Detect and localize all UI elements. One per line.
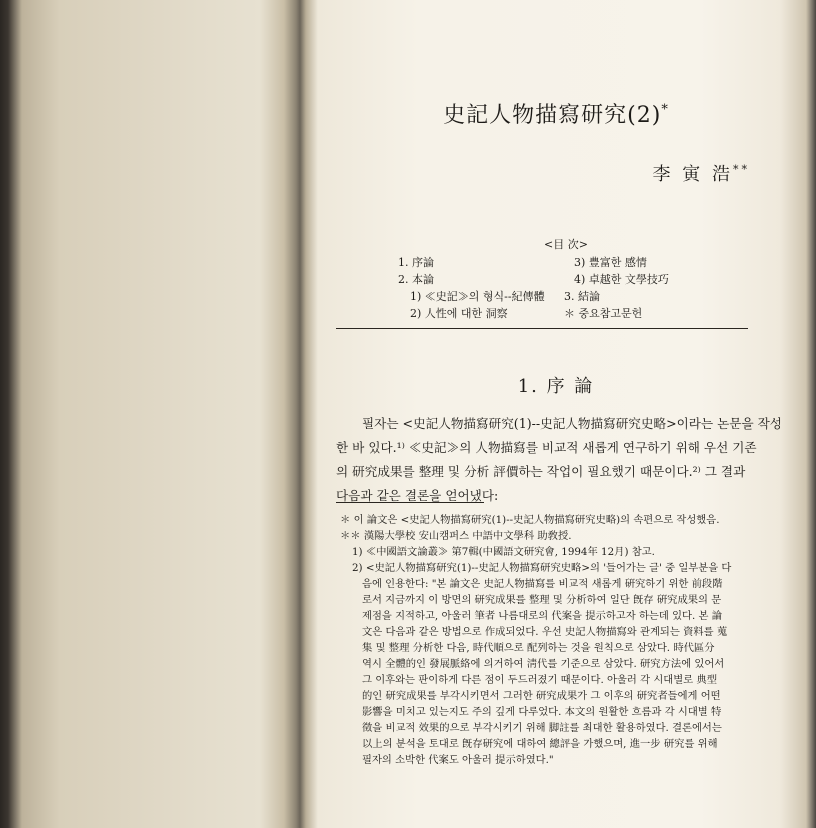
toc-item: ＊ 중요참고문헌 xyxy=(564,307,643,320)
footnote-line: 以上의 분석을 토대로 旣存研究에 대하여 總評을 가했으며, 進一步 研究를 위해 xyxy=(362,738,718,750)
toc-heading: <目 次> xyxy=(544,238,588,251)
toc-item: 1. 序論 xyxy=(398,256,434,269)
footnote-line: 的인 研究成果를 부각시키면서 그러한 研究成果가 그 이후의 研究者들에게 어떤 xyxy=(362,690,721,702)
footnote-line: 集 및 整理 分析한 다음, 時代順으로 配列하는 것을 원칙으로 삼았다. 時代區分 xyxy=(362,642,715,654)
footnote-line: 文은 다음과 같은 방법으로 作成되었다. 우선 史記人物描寫와 관계되는 資料를 蒐 xyxy=(362,626,728,638)
author-text: 李 寅 浩 xyxy=(652,164,733,185)
footnote-line: 음에 인용한다: "본 論文은 史記人物描寫를 비교적 새롭게 硏究하기 위한 前段階 xyxy=(362,578,723,590)
footnote-line: 필자의 소박한 代案도 아울러 提示하였다." xyxy=(362,754,554,766)
footnote-line: ＊＊ 漢陽大學校 安山캠퍼스 中語中文學科 助敎授. xyxy=(340,530,572,542)
right-page xyxy=(306,0,806,828)
section-heading: 1. 序 論 xyxy=(517,376,595,397)
body-line: 의 研究成果를 整理 및 分析 評價하는 작업이 필요했기 때문이다.²⁾ 그 결과 xyxy=(336,464,746,479)
footnote-line: 제점을 지적하고, 아울러 筆者 나름대로의 代案을 提示하고자 하는데 있다. 본 論 xyxy=(362,610,723,622)
toc-right-column xyxy=(564,254,669,322)
footnote-line: ＊ 이 論文은 <史記人物描寫研究(1)--史記人物描寫研究史略)의 속편으로 작성했음. xyxy=(340,514,720,526)
footnote-line: 1) ≪中國語文論叢≫ 第7輯(中國語文研究會, 1994年 12月) 참고. xyxy=(352,546,655,558)
footnote-line: 역시 全體的인 發展脈絡에 의거하여 淸代를 기준으로 삼았다. 研究方法에 있어서 xyxy=(362,658,725,670)
toc-item: 4) 卓越한 文學技巧 xyxy=(574,273,669,286)
body-line: 한 바 있다.¹⁾ ≪史記≫의 人物描寫를 비교적 새롭게 연구하기 위해 우선 기존 xyxy=(336,440,757,455)
footnote-line: 로서 지금까지 이 방면의 研究成果를 整理 및 分析하여 일단 旣存 硏究成果의 문 xyxy=(362,594,722,606)
left-page-show-through xyxy=(0,0,300,828)
body-line: 필자는 <史記人物描寫研究(1)--史記人物描寫研究史略>이라는 논문을 작성 xyxy=(362,416,782,431)
toc-item: 2. 本論 xyxy=(398,273,434,286)
title-footnote-mark: * xyxy=(661,102,669,118)
footnote-line: 2) <史記人物描寫研究(1)--史記人物描寫研究史略>의 '들어가는 글' 중 일부분을 다 xyxy=(352,562,732,574)
toc-item: 3) 豊富한 感情 xyxy=(574,256,647,269)
footnote-divider-line xyxy=(336,502,484,503)
footnotes xyxy=(340,512,762,768)
toc-divider-line xyxy=(336,328,748,329)
footnote-line: 影響을 미치고 있는지도 주의 깊게 다루었다. 本文의 원활한 흐름과 각 시대별 特 xyxy=(362,706,722,718)
article-title xyxy=(306,98,806,129)
footnote-line: 徵을 비교적 效果的으로 부각시키기 위해 脚註를 최대한 활용하였다. 결론에서는 xyxy=(362,722,722,734)
footnote-line: 그 이후와는 판이하게 다른 점이 두드러졌기 때문이다. 아울러 각 시대별로 典型 xyxy=(362,674,717,686)
body-text xyxy=(336,412,782,508)
toc-item: 3. 結論 xyxy=(564,290,600,303)
toc-item: 2) 人性에 대한 洞察 xyxy=(410,307,508,320)
body-line: 다음과 같은 결론을 얻어냈다: xyxy=(336,488,499,503)
toc-left-column xyxy=(398,254,545,322)
title-text: 史記人物描寫研究(2) xyxy=(443,103,662,128)
toc-item: 1) ≪史記≫의 형식--紀傳體 xyxy=(410,290,545,303)
author-name xyxy=(653,160,750,186)
author-footnote-mark: ** xyxy=(733,163,750,176)
